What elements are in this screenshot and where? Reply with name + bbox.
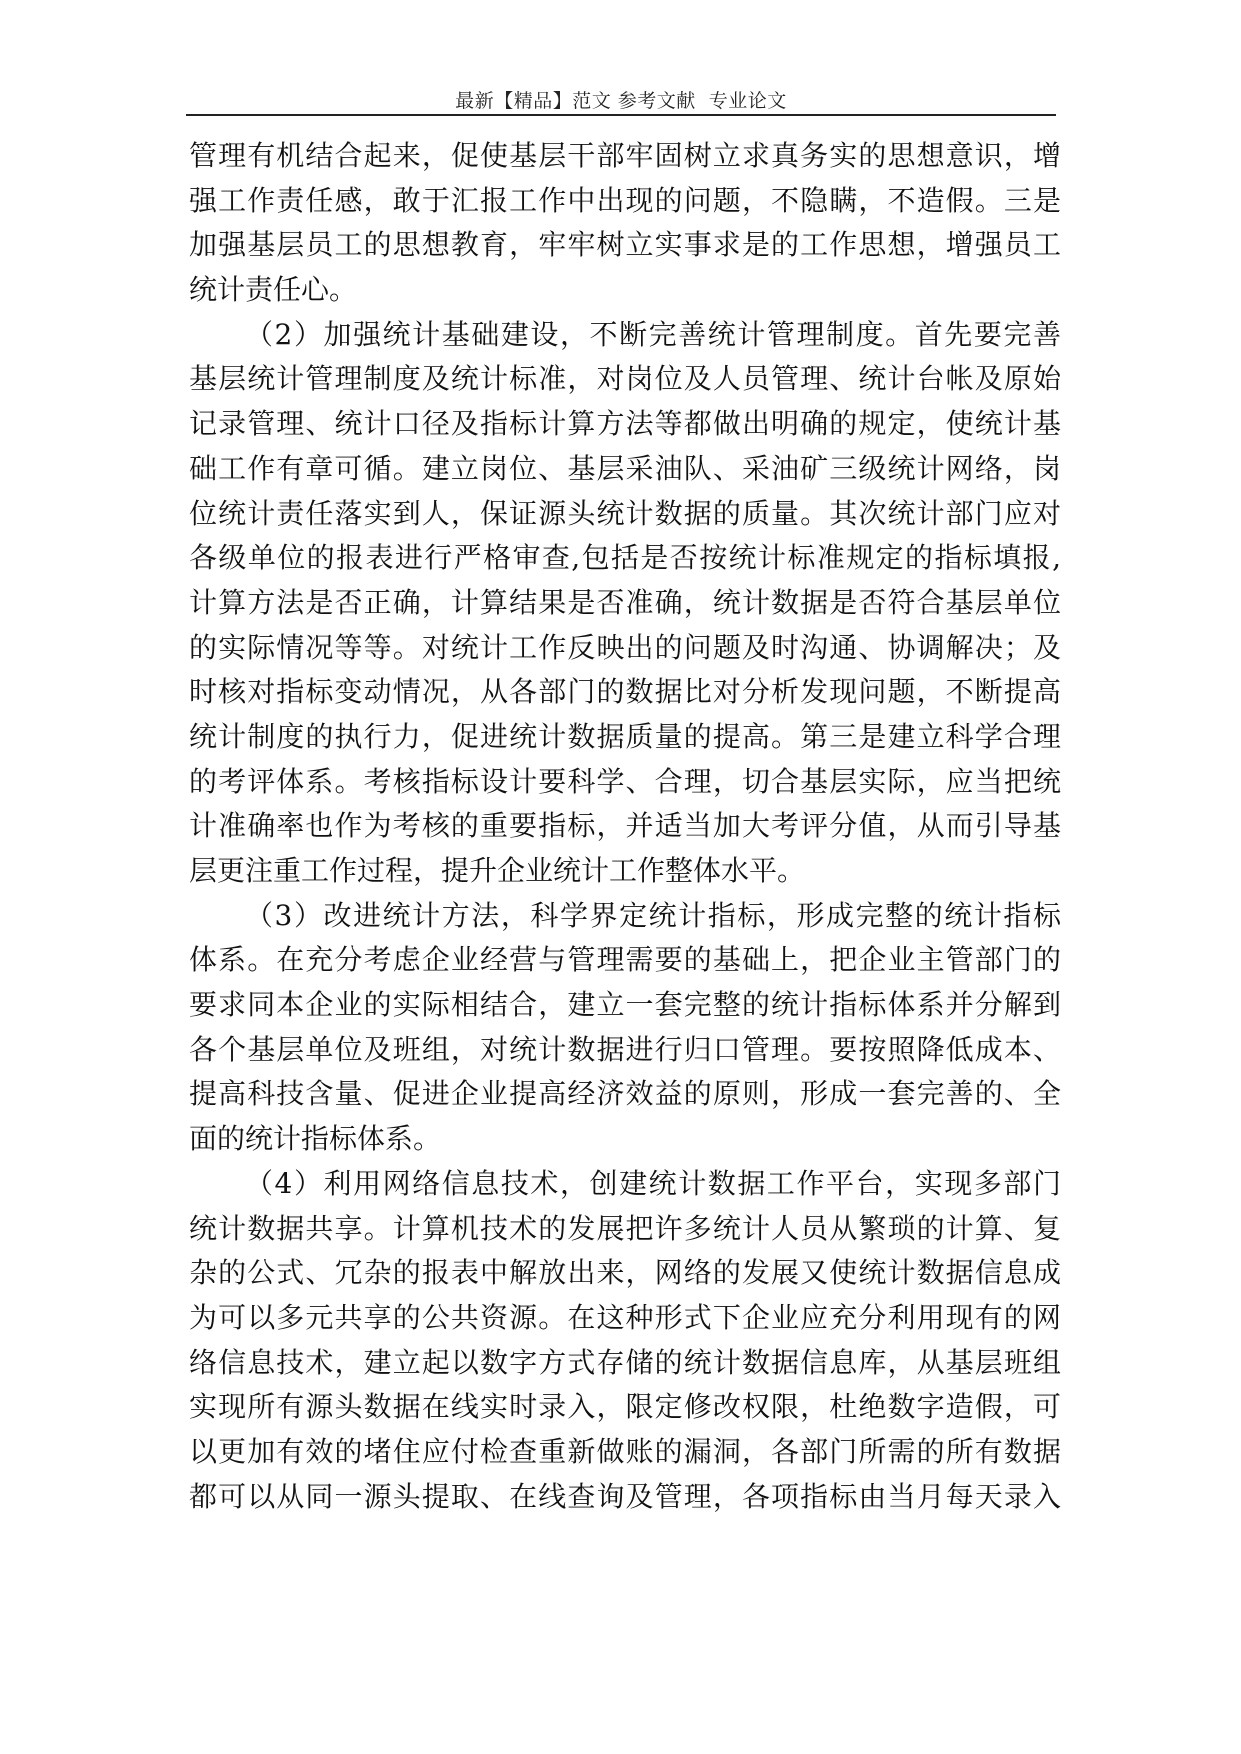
text-line: 的考评体系。考核指标设计要科学、合理，切合基层实际，应当把统 (189, 764, 1061, 798)
text-line: 统计数据共享。计算机技术的发展把许多统计人员从繁琐的计算、复 (189, 1211, 1061, 1245)
running-header: 最新【精品】范文 参考文献 专业论文 (455, 90, 787, 112)
text-line: 计准确率也作为考核的重要指标，并适当加大考评分值，从而引导基 (189, 809, 1061, 843)
paragraph-start-line: （3）改进统计方法，科学界定统计指标，形成完整的统计指标 (245, 898, 1061, 932)
text-line: 各级单位的报表进行严格审查,包括是否按统计标准规定的指标填报, (189, 541, 1061, 575)
text-line: 体系。在充分考虑企业经营与管理需要的基础上，把企业主管部门的 (189, 943, 1061, 977)
text-line: 强工作责任感，敢于汇报工作中出现的问题，不隐瞒，不造假。三是 (189, 183, 1061, 217)
text-line: 杂的公式、冗杂的报表中解放出来，网络的发展又使统计数据信息成 (189, 1256, 1061, 1290)
text-line: 记录管理、统计口径及指标计算方法等都做出明确的规定，使统计基 (189, 407, 1061, 441)
text-line: 位统计责任落实到人，保证源头统计数据的质量。其次统计部门应对 (189, 496, 1061, 530)
text-line: 提高科技含量、促进企业提高经济效益的原则，形成一套完善的、全 (189, 1077, 1061, 1111)
text-line: 络信息技术，建立起以数字方式存储的统计数据信息库，从基层班组 (189, 1345, 1061, 1379)
text-line: 时核对指标变动情况，从各部门的数据比对分析发现问题，不断提高 (189, 675, 1061, 709)
text-line: 基层统计管理制度及统计标准，对岗位及人员管理、统计台帐及原始 (189, 362, 1061, 396)
text-line: 要求同本企业的实际相结合，建立一套完整的统计指标体系并分解到 (189, 988, 1061, 1022)
text-line: 统计责任心。 (189, 273, 358, 307)
text-line: 实现所有源头数据在线实时录入，限定修改权限，杜绝数字造假，可 (189, 1390, 1061, 1424)
text-line: 各个基层单位及班组，对统计数据进行归口管理。要按照降低成本、 (189, 1032, 1061, 1066)
text-line: 管理有机结合起来，促使基层干部牢固树立求真务实的思想意识，增 (189, 139, 1061, 172)
text-line: 加强基层员工的思想教育，牢牢树立实事求是的工作思想，增强员工 (189, 228, 1061, 262)
text-line: 础工作有章可循。建立岗位、基层采油队、采油矿三级统计网络，岗 (189, 451, 1061, 485)
paragraph-start-line: （2）加强统计基础建设，不断完善统计管理制度。首先要完善 (245, 317, 1061, 351)
text-line: 统计制度的执行力，促进统计数据质量的提高。第三是建立科学合理 (189, 719, 1061, 753)
text-line: 面的统计指标体系。 (189, 1122, 442, 1156)
text-line: 的实际情况等等。对统计工作反映出的问题及时沟通、协调解决；及 (189, 630, 1061, 664)
text-line: 以更加有效的堵住应付检查重新做账的漏洞，各部门所需的所有数据 (189, 1434, 1061, 1468)
body-text (189, 134, 1061, 1519)
text-line: 都可以从同一源头提取、在线查询及管理，各项指标由当月每天录入 (189, 1479, 1061, 1513)
paragraph-start-line: （4）利用网络信息技术，创建统计数据工作平台，实现多部门 (245, 1166, 1061, 1200)
text-line: 层更注重工作过程，提升企业统计工作整体水平。 (189, 854, 806, 887)
text-line: 计算方法是否正确，计算结果是否准确，统计数据是否符合基层单位 (189, 585, 1061, 619)
text-line: 为可以多元共享的公共资源。在这种形式下企业应充分利用现有的网 (189, 1300, 1061, 1334)
header-divider (186, 114, 1056, 116)
